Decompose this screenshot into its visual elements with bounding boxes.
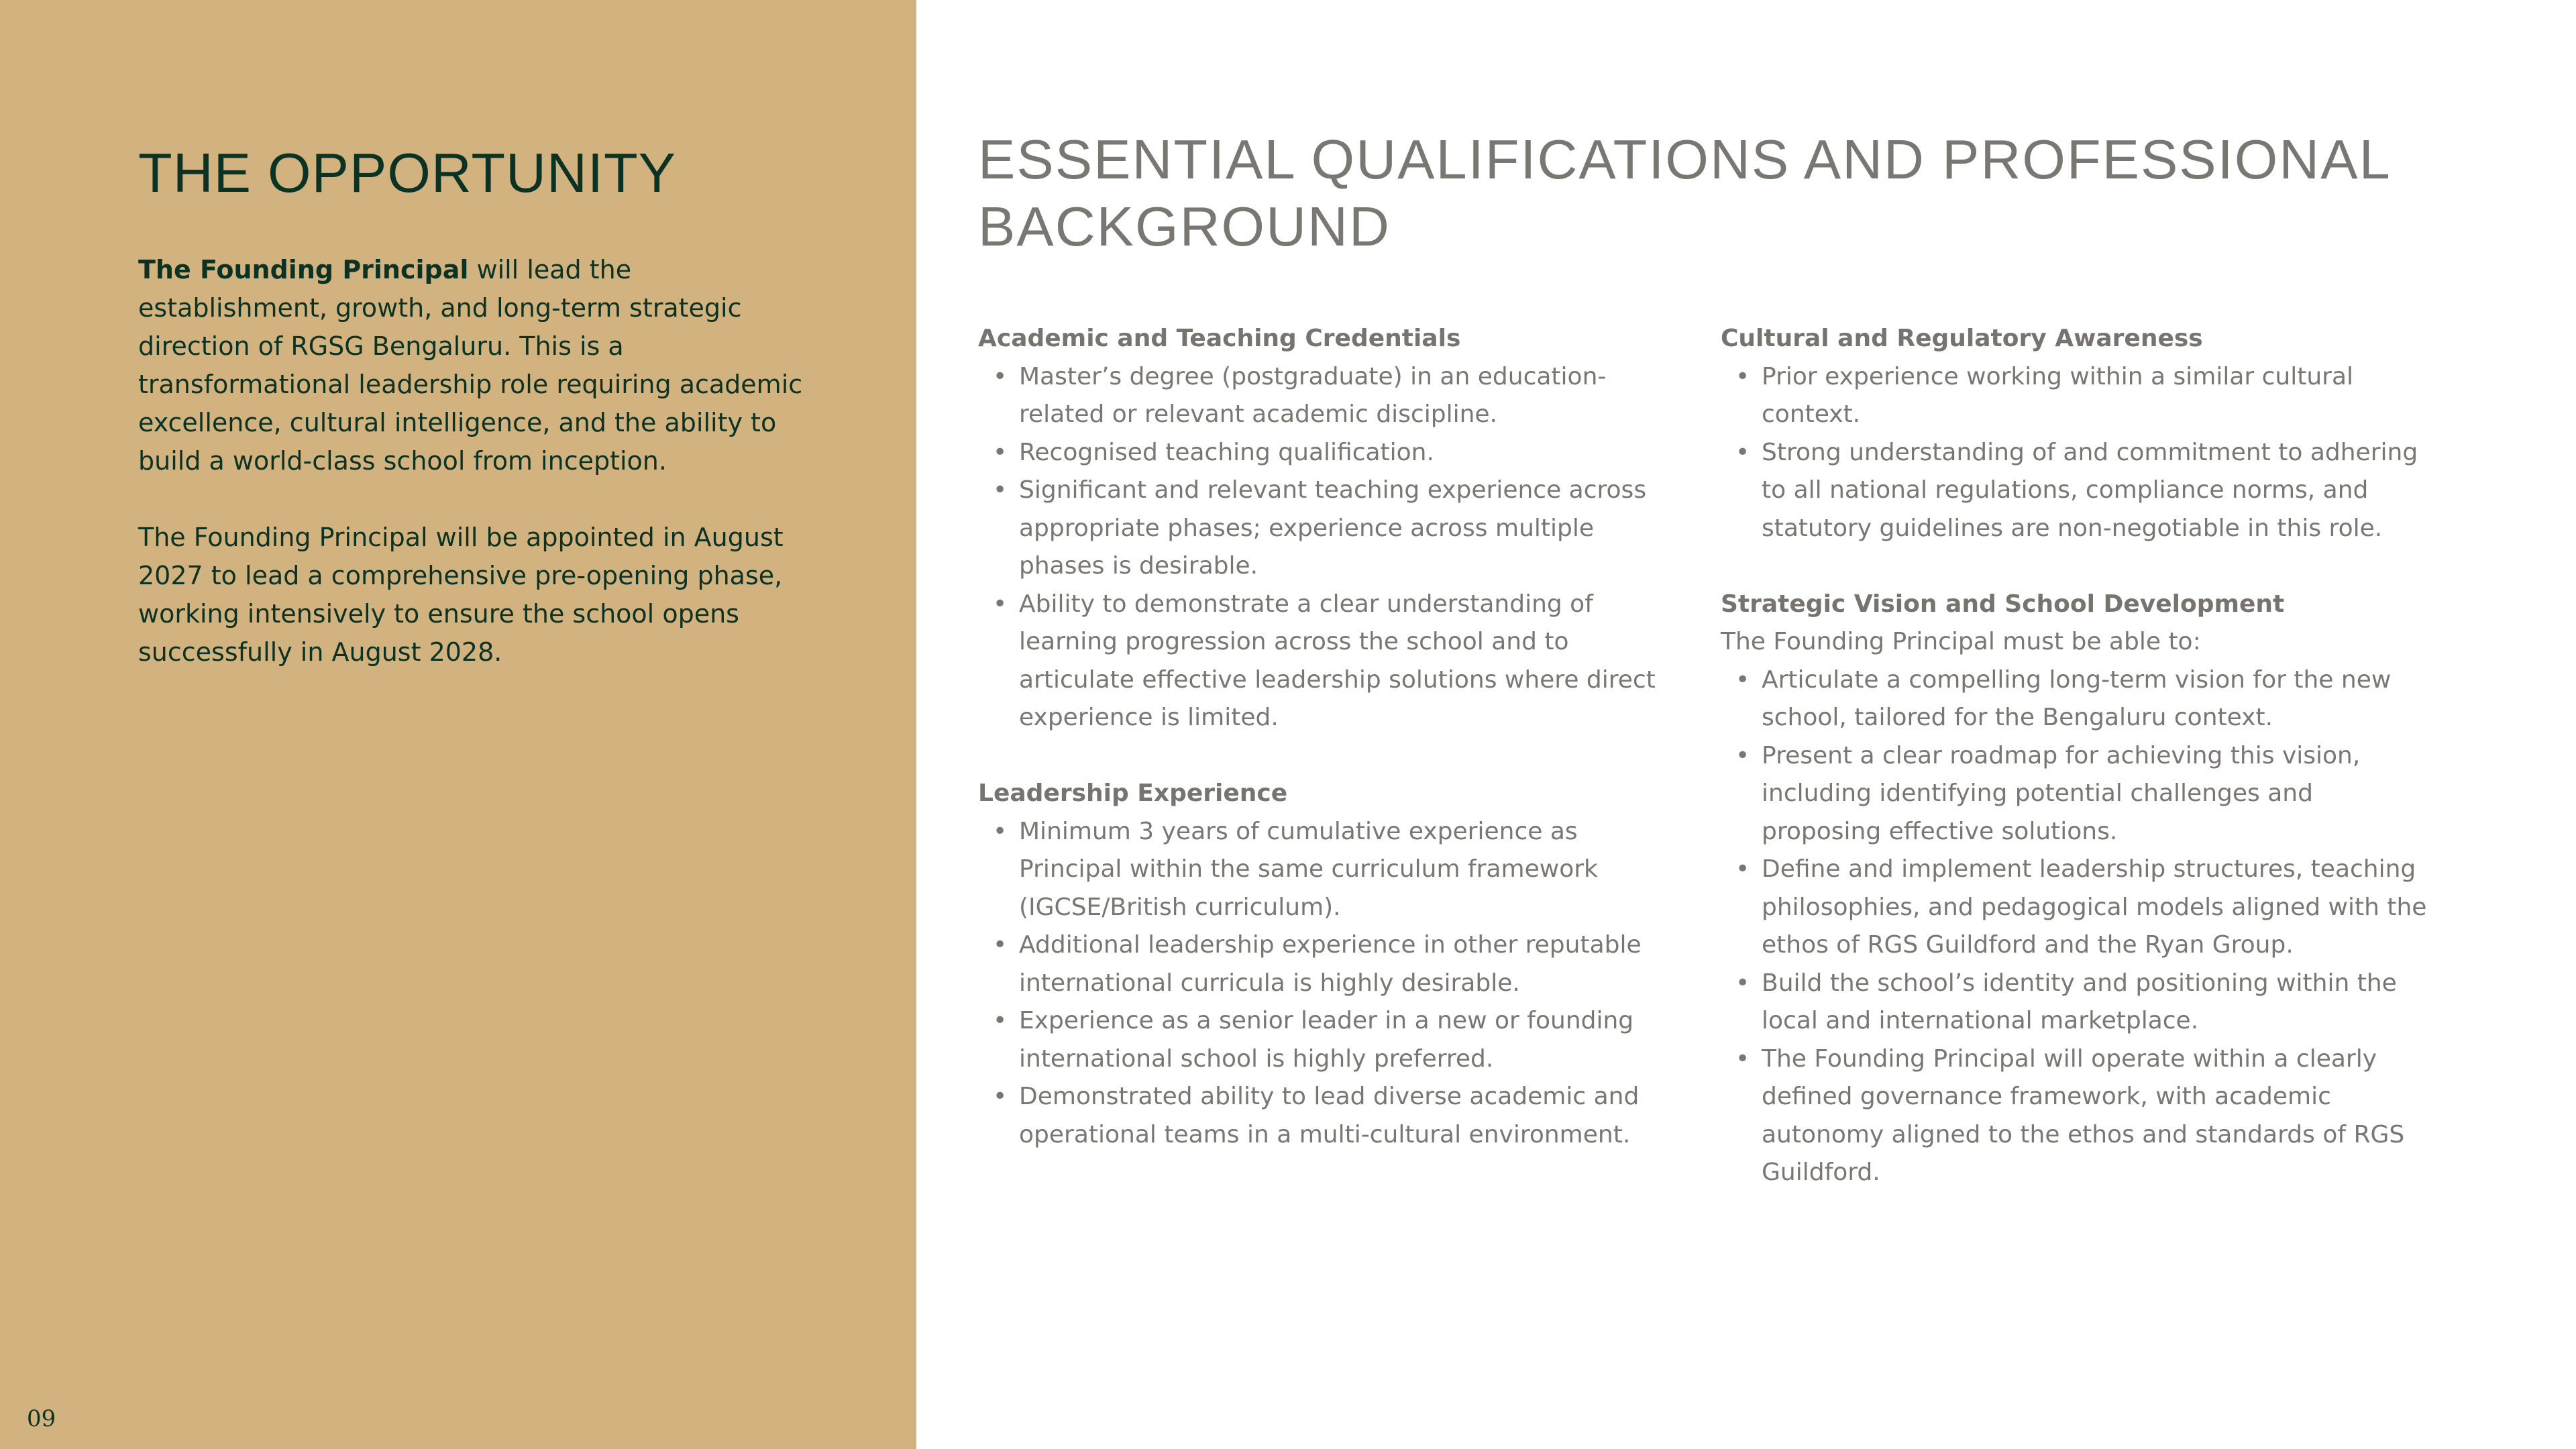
list-item: • Define and implement leadership structures, teaching philosophies, and pedagogical models aligned with the ethos of RGS Guildford and the Ryan Group. [1721,851,2432,965]
bullet-icon: • [1735,969,1750,997]
list-item: • Additional leadership experience in other reputable international curricula is highly desirable. [978,926,1676,1002]
opportunity-paragraph-2: The Founding Principal will be appointed in August 2027 to lead a comprehensive pre-opening phase, working intensively to ensure the school opens successfully in August 2028. [138,523,784,667]
founding-principal-emphasis: The Founding Principal [138,255,469,284]
list-item: • Articulate a compelling long-term vision for the new school, tailored for the Bengaluru context. [1721,661,2432,737]
section-academic-credentials [978,320,1676,737]
bullet-list [978,813,1676,1155]
opportunity-panel [0,0,916,1449]
bullet-icon: • [1735,855,1750,883]
opportunity-paragraph-1 [138,251,809,480]
bullet-icon: • [993,362,1008,390]
bullet-icon: • [993,476,1008,504]
bullet-icon: • [993,590,1008,618]
list-item: • Ability to demonstrate a clear understanding of learning progression across the school and to articulate effective leadership solutions where direct experience is limited. [978,586,1676,737]
list-item: • Build the school’s identity and positioning within the local and international marketplace. [1721,965,2432,1040]
bullet-list [1721,661,2432,1192]
qualifications-column-left [978,320,1676,1192]
list-item: • Prior experience working within a similar cultural context. [1721,358,2432,434]
bullet-icon: • [993,817,1008,845]
list-item: • Recognised teaching qualification. [978,434,1676,472]
list-item: • Significant and relevant teaching experience across appropriate phases; experience across multiple phases is desirable. [978,472,1676,586]
section-heading: Strategic Vision and School Development [1721,590,2285,618]
bullet-icon: • [1735,665,1750,694]
bullet-list [978,358,1676,737]
bullet-icon: • [993,931,1008,959]
section-heading: Academic and Teaching Credentials [978,325,1461,352]
list-item: • The Founding Principal will operate within a clearly defined governance framework, with academic autonomy aligned to the ethos and standards of RGS Guildford. [1721,1040,2432,1192]
bullet-icon: • [1735,362,1750,390]
list-item: • Present a clear roadmap for achieving this vision, including identifying potential challenges and proposing effective solutions. [1721,737,2432,851]
list-item: • Demonstrated ability to lead diverse academic and operational teams in a multi-cultural environment. [978,1078,1676,1154]
section-heading: Cultural and Regulatory Awareness [1721,325,2203,352]
section-leadership-experience [978,775,1676,1154]
section-strategic-vision [1721,586,2432,1192]
section-intro: The Founding Principal must be able to: [1721,628,2201,655]
section-cultural-awareness [1721,320,2432,547]
bullet-icon: • [993,438,1008,466]
list-item: • Experience as a senior leader in a new or founding international school is highly preferred. [978,1002,1676,1078]
qualifications-title: ESSENTIAL QUALIFICATIONS AND PROFESSIONAL BACKGROUND [978,128,2390,258]
list-item: • Strong understanding of and commitment to adhering to all national regulations, compliance norms, and statutory guidelines are non-negotiable in this role. [1721,434,2432,548]
bullet-icon: • [993,1007,1008,1034]
bullet-icon: • [1735,1044,1750,1073]
list-item: • Master’s degree (postgraduate) in an education-related or relevant academic discipline. [978,358,1676,434]
bullet-icon: • [1735,741,1750,769]
bullet-icon: • [1735,438,1750,466]
qualifications-column-right [1721,320,2432,1230]
list-item: • Minimum 3 years of cumulative experience as Principal within the same curriculum framework (IGCSE/British curriculum). [978,813,1676,927]
bullet-list [1721,358,2432,548]
opportunity-paragraph-1-text: will lead the establishment, growth, and long-term strategic direction of RGSG Bengaluru. This is a transformational leadership role requiring academic excellence, cultural intelligence, and the ability to build a world-class school from inception. [138,255,803,476]
page-number: 09 [27,1405,56,1432]
section-heading: Leadership Experience [978,780,1288,807]
opportunity-title: THE OPPORTUNITY [138,142,677,204]
opportunity-body [138,251,809,710]
bullet-icon: • [993,1083,1008,1110]
